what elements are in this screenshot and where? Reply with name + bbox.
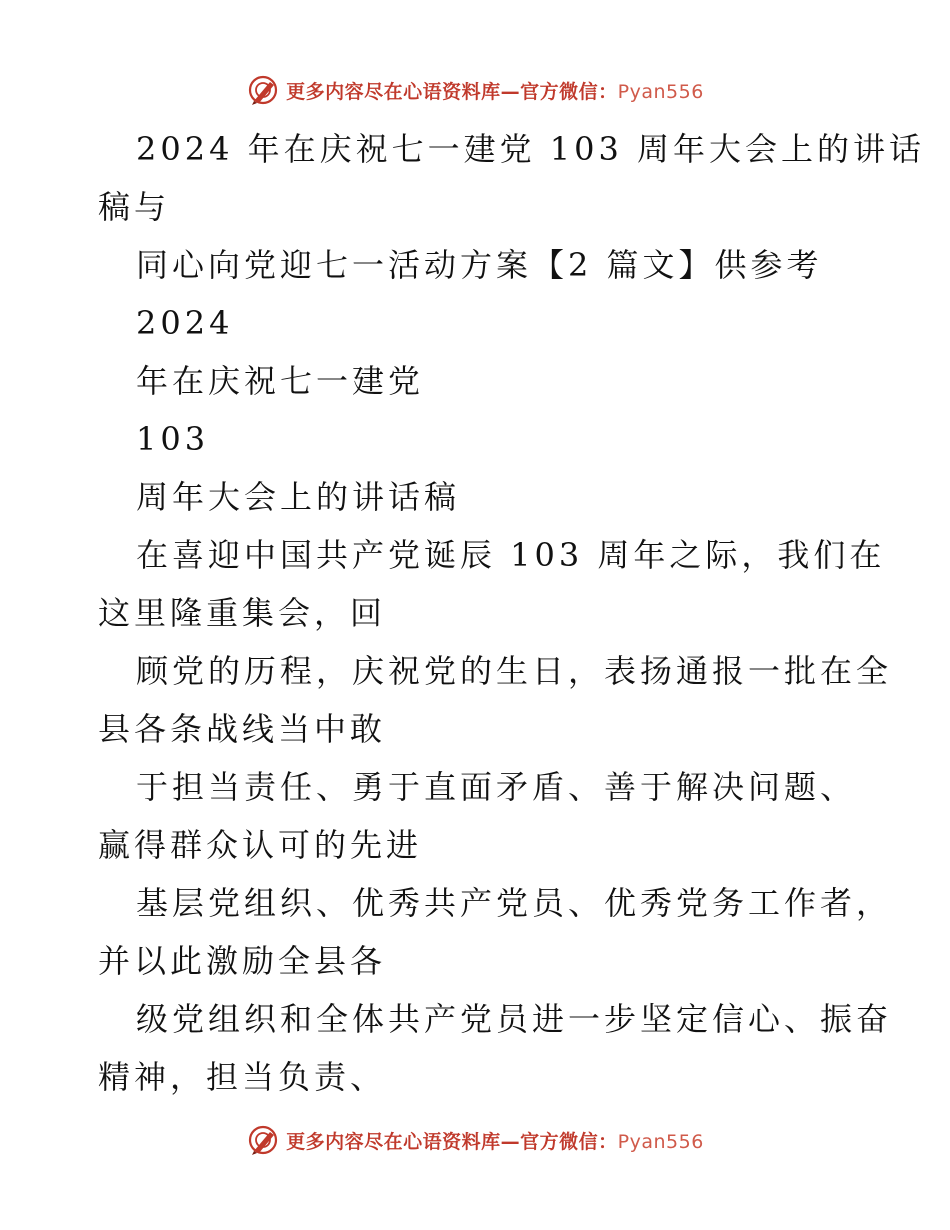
text-line: 这里隆重集会，回 — [98, 594, 387, 632]
text-line: 年在庆祝七一建党 — [136, 362, 425, 400]
header-banner-id: Pyan556 — [617, 80, 704, 103]
document-body — [98, 120, 926, 1106]
footer-banner-cn: 更多内容尽在心语资料库—官方微信： — [286, 1130, 618, 1153]
text-line: 周年大会上的讲话稿 — [136, 478, 461, 516]
footer-banner-text — [286, 1127, 704, 1154]
header-banner-text — [286, 77, 704, 104]
text-line: 2024 年在庆祝七一建党 103 周年大会上的讲话 — [136, 130, 926, 168]
text-line: 基层党组织、优秀共产党员、优秀党务工作者， — [136, 884, 893, 922]
footer-banner — [0, 1120, 950, 1160]
text-line: 同心向党迎七一活动方案【2 篇文】供参考 — [136, 246, 823, 284]
header-banner-cn: 更多内容尽在心语资料库—官方微信： — [286, 80, 618, 103]
header-banner — [0, 70, 950, 110]
text-line: 县各条战线当中敢 — [98, 710, 387, 748]
text-line: 103 — [136, 420, 210, 458]
text-line: 赢得群众认可的先进 — [98, 826, 423, 864]
text-line: 在喜迎中国共产党诞辰 103 周年之际，我们在 — [136, 536, 886, 574]
pen-logo-icon — [246, 1123, 280, 1157]
text-line: 于担当责任、勇于直面矛盾、善于解决问题、 — [136, 768, 857, 806]
text-line: 精神，担当负责、 — [98, 1058, 387, 1096]
pen-logo-icon — [246, 73, 280, 107]
text-line: 并以此激励全县各 — [98, 942, 387, 980]
text-line: 级党组织和全体共产党员进一步坚定信心、振奋 — [136, 1000, 893, 1038]
text-line: 稿与 — [98, 188, 171, 226]
text-line: 顾党的历程，庆祝党的生日，表扬通报一批在全 — [136, 652, 893, 690]
text-line: 2024 — [136, 304, 234, 342]
footer-banner-id: Pyan556 — [617, 1130, 704, 1153]
